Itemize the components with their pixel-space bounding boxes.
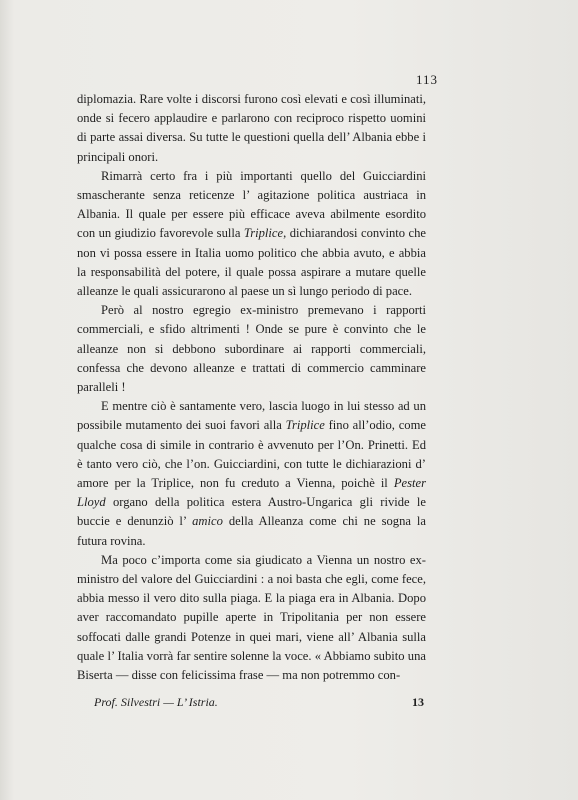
text-run: E mentre ciò è santamente vero, lascia luogo in lui stesso ad un possibile mutamento dei suoi favori alla (77, 399, 426, 433)
paragraph (77, 167, 426, 301)
sheet-number: 13 (412, 695, 424, 709)
text-run: diplomazia. Rare volte i discorsi furono così elevati e così illuminati, onde si fecero applaudire e parlarono con reciproco rispetto uomini di parte assai diversa. Su tutte le questioni quella dell’ Albania ebbe i principali onori. (77, 92, 426, 164)
paragraph (77, 90, 426, 167)
text-run: della Alleanza come chi ne sogna la futura rovina. (77, 514, 426, 548)
italic-text: Triplice (285, 418, 325, 433)
text-run: Però al nostro egregio ex-ministro premevano i rapporti commerciali, e sfido altrimenti ! Onde se pure è convinto che le alleanze non si debbono subordinare ai rapporti commerciali, confessa che devono alleanze e trattati di commercio camminare paralleli ! (77, 303, 426, 395)
text-run: Ma poco c’importa come sia giudicato a Vienna un nostro ex-ministro del valore del Guicciardini : a noi basta che egli, come fece, abbia messo il vero dito sulla piaga. E la piaga era in Albania. Dopo aver raccomandato pupille aperte in Tripolitania per non essere soffocati dalle grandi Potenze in quei mari, viene all’ Albania sulla quale l’ Italia vorrà far sentire solenne la voce. « Abbiamo subito una Biserta — disse con felicissima frase — ma non potremmo con- (77, 552, 426, 683)
text-run: , dichiarandosi convinto che non vi possa essere in Italia uomo politico che abbia avuto, e abbia la responsabilità del potere, il quale possa aspirare a mutare quelle alleanze le quali assicurarono al paese un sì lungo periodo di pace. (77, 226, 426, 299)
page-number: 113 (415, 72, 438, 87)
text-run: organo della politica estera Austro-Ungarica gli rivide le buccie e denunziò l’ (77, 495, 426, 529)
italic-text: amico (192, 514, 223, 529)
paragraph (77, 397, 426, 551)
text-run: fino all’odio, come qualche cosa di simile in contrario è avvenuto per l’On. Prinetti. Ed è tanto vero ciò, che l’on. Guicciardini, con tutte le dichiarazioni d’ amore per la Triplice, non fu creduto a Vienna, poichè il (77, 418, 426, 491)
paragraph (77, 551, 426, 685)
page-footer (94, 695, 424, 710)
body-text (77, 90, 426, 685)
italic-text: Pester Lloyd (77, 476, 426, 510)
text-run: Rimarrà certo fra i più importanti quello del Guicciardini smascherante senza reticenze l’ agitazione politica austriaca in Albania. Il quale per essere più efficace aveva abilmente esordito con un giudizio favorevole sulla (77, 168, 426, 241)
paragraph (77, 301, 426, 397)
footer-signature: Prof. Silvestri — L’ Istria. (94, 695, 218, 709)
italic-text: Triplice (243, 226, 284, 241)
